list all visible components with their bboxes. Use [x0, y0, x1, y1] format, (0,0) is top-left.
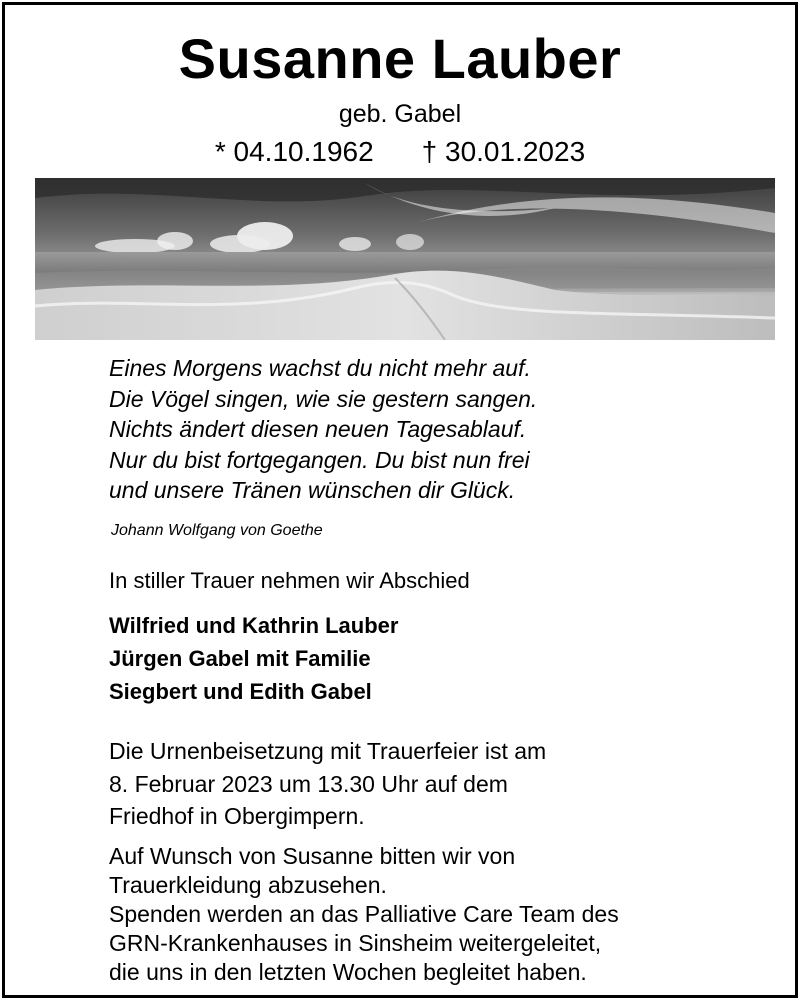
funeral-line: Die Urnenbeisetzung mit Trauerfeier ist am	[109, 738, 547, 764]
poem	[109, 353, 537, 506]
wishes-line: Auf Wunsch von Susanne bitten wir von	[109, 843, 516, 869]
birth-date: * 04.10.1962	[214, 136, 374, 167]
mourner-name: Jürgen Gabel mit Familie	[109, 646, 371, 671]
wishes-line: Spenden werden an das Palliative Care Team des	[109, 901, 619, 927]
poem-author: Johann Wolfgang von Goethe	[111, 522, 323, 539]
wishes-line: Trauerkleidung abzusehen.	[109, 872, 387, 898]
funeral-line: 8. Februar 2023 um 13.30 Uhr auf dem	[109, 770, 508, 797]
mourner-list	[109, 609, 398, 708]
poem-line: Nichts ändert diesen neuen Tagesablauf.	[109, 416, 527, 442]
beach-horizon-photo	[35, 178, 775, 340]
death-date: † 30.01.2023	[421, 136, 586, 167]
funeral-details	[109, 735, 546, 833]
birth-name: geb. Gabel	[338, 100, 462, 128]
life-dates	[5, 135, 795, 169]
wishes-line: die uns in den letzten Wochen begleitet haben.	[109, 959, 587, 985]
poem-line: und unsere Tränen wünschen dir Glück.	[109, 477, 516, 503]
deceased-name: Susanne Lauber	[178, 27, 622, 90]
funeral-line: Friedhof in Obergimpern.	[109, 803, 365, 829]
family-wishes	[109, 842, 619, 987]
mourner-name: Wilfried und Kathrin Lauber	[109, 613, 399, 638]
poem-line: Die Vögel singen, wie sie gestern sangen.	[109, 385, 538, 412]
obituary-notice	[2, 2, 798, 998]
mourning-intro: In stiller Trauer nehmen wir Abschied	[109, 568, 470, 593]
mourner-name: Siegbert und Edith Gabel	[109, 679, 372, 704]
wishes-line: GRN-Krankenhauses in Sinsheim weitergeleitet,	[109, 930, 602, 956]
poem-line: Nur du bist fortgegangen. Du bist nun frei	[109, 446, 530, 473]
poem-line: Eines Morgens wachst du nicht mehr auf.	[109, 355, 531, 381]
